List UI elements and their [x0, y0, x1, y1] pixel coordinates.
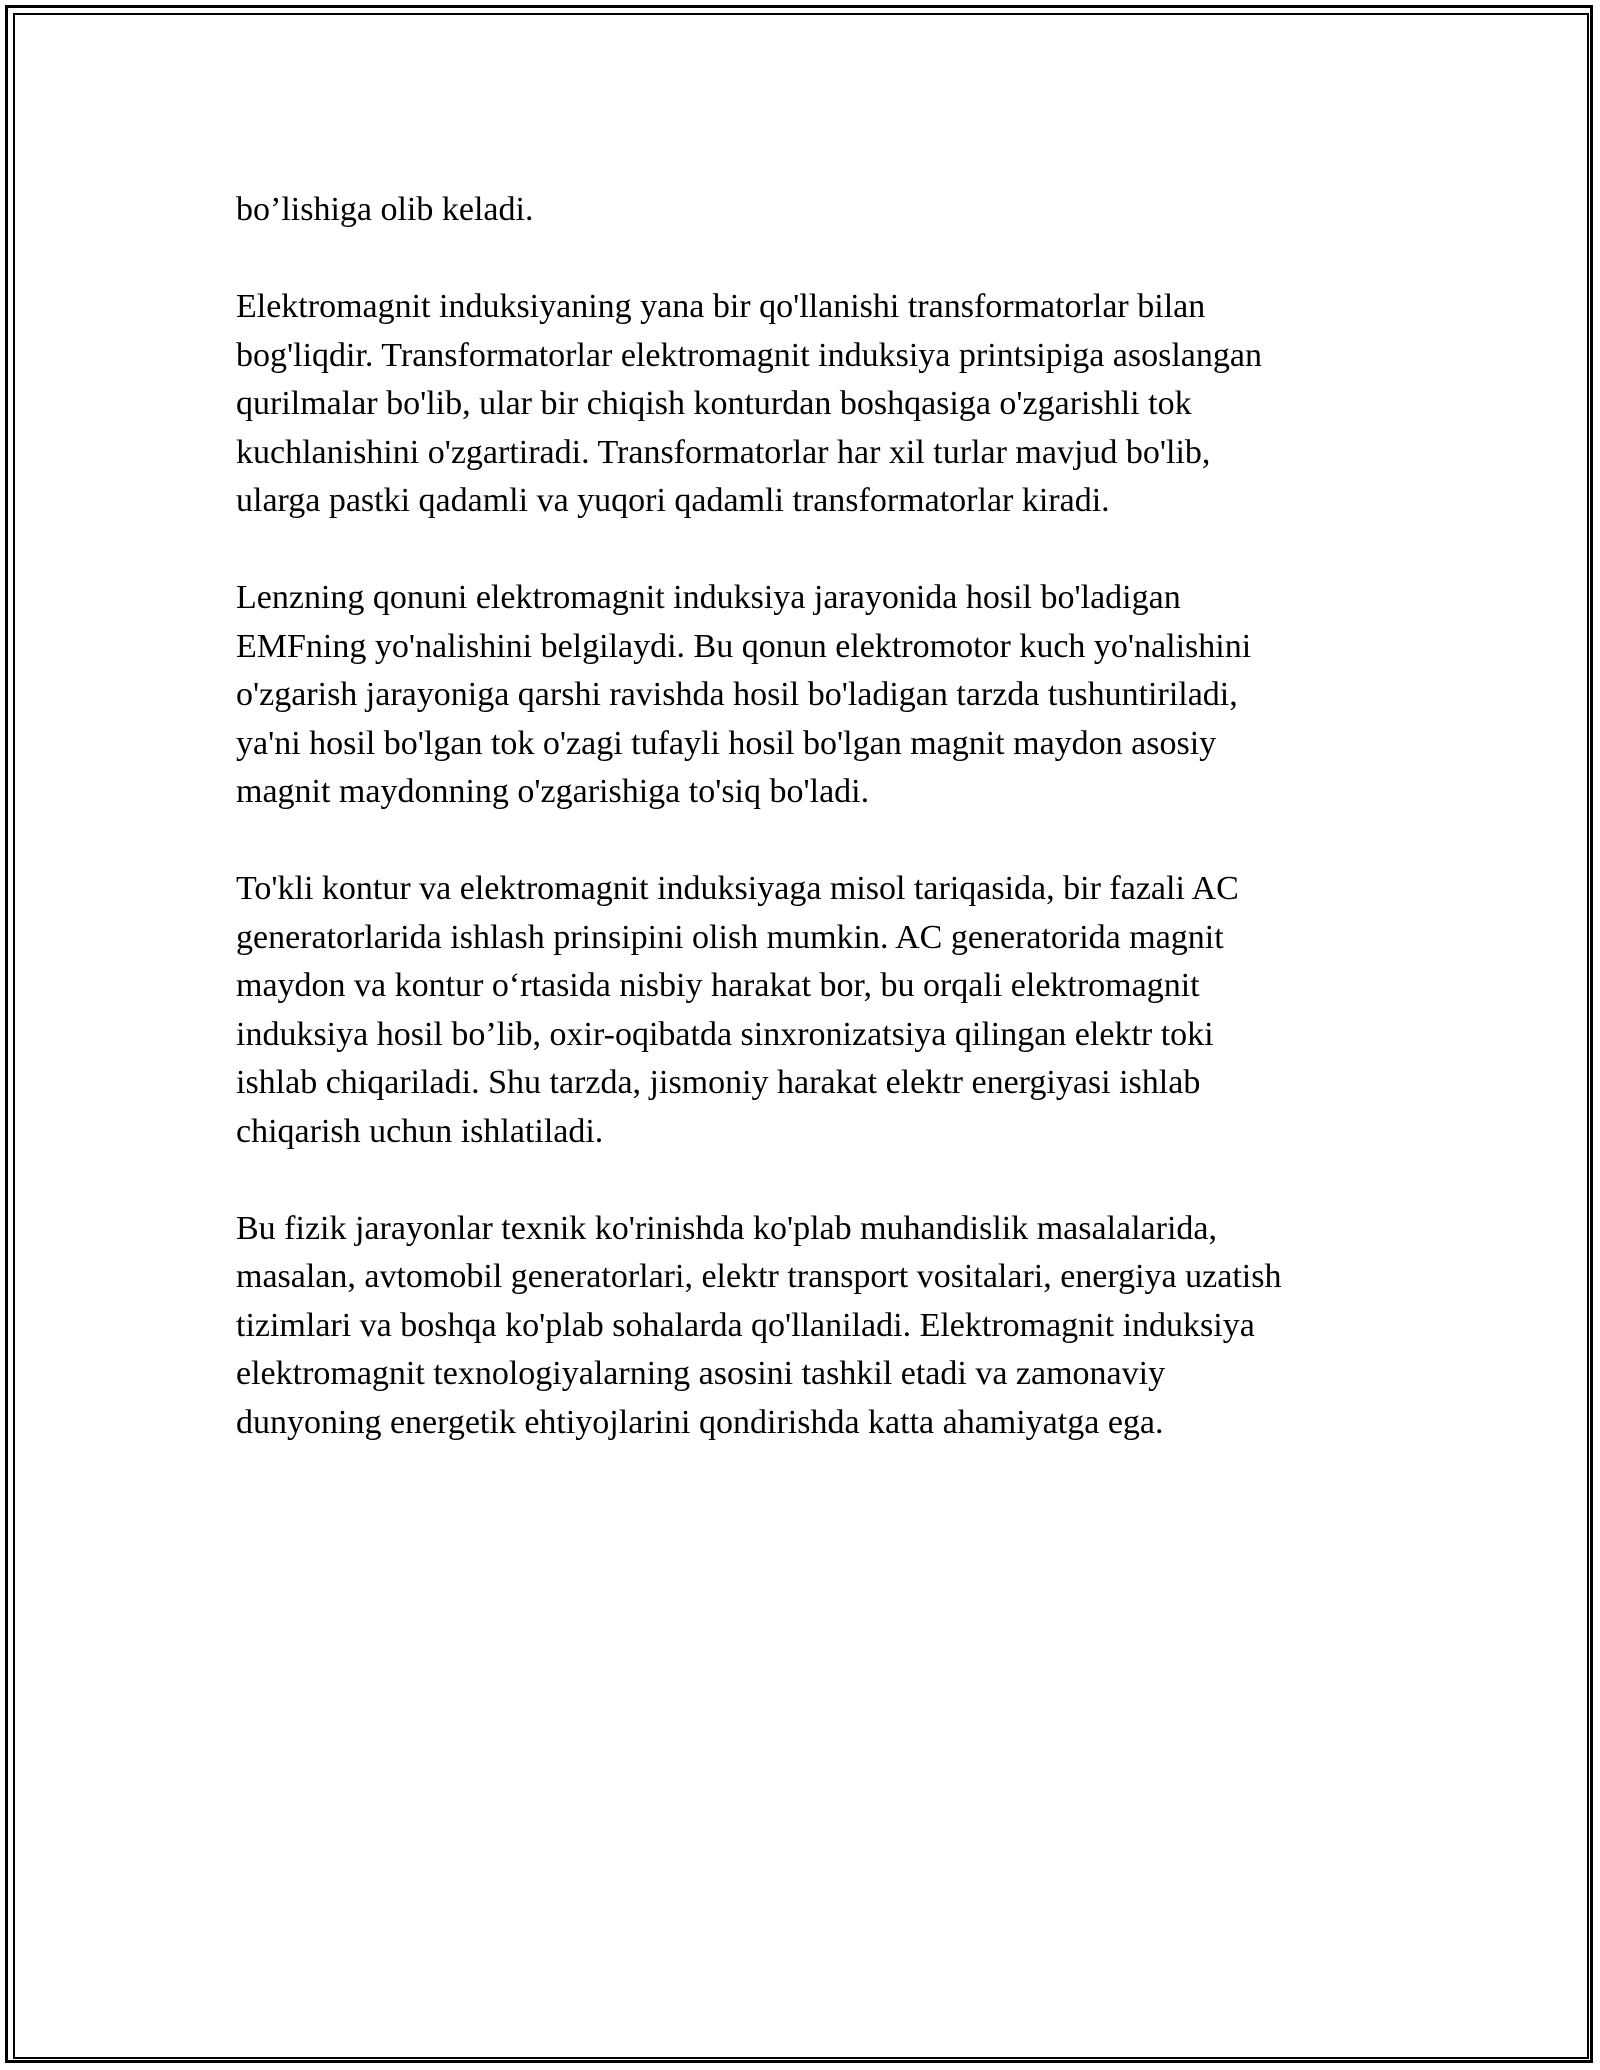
paragraph: bo’lishiga olib keladi.	[236, 191, 534, 228]
paragraph: Elektromagnit induksiyaning yana bir qo'llanishi transformatorlar bilan bog'liqdir. Transformatorlar elektromagnit induksiya printsipiga asoslangan qurilmalar bo'lib, ular bir chiqish konturdan boshqasiga o'zgarishli tok kuchlanishini o'zgartiradi. Transformatorlar har xil turlar mavjud bo'lib, ularga pastki qadamli va yuqori qadamli transformatorlar kiradi.	[236, 288, 1262, 519]
paragraph: To'kli kontur va elektromagnit induksiyaga misol tariqasida, bir fazali AC generatorlarida ishlash prinsipini olish mumkin. AC generatorida magnit maydon va kontur o‘rtasida nisbiy harakat bor, bu orqali elektromagnit induksiya hosil bo’lib, oxir-oqibatda sinxronizatsiya qilingan elektr toki ishlab chiqariladi. Shu tarzda, jismoniy harakat elektr energiyasi ishlab chiqarish uchun ishlatiladi.	[236, 870, 1239, 1150]
paragraph: Bu fizik jarayonlar texnik ko'rinishda ko'plab muhandislik masalalarida, masalan, avtomobil generatorlari, elektr transport vositalari, energiya uzatish tizimlari va boshqa ko'plab sohalarda qo'llaniladi. Elektromagnit induksiya elektromagnit texnologiyalarning asosini tashkil etadi va zamonaviy dunyoning energetik ehtiyojlarini qondirishda katta ahamiyatga ega.	[236, 1209, 1282, 1441]
document-body	[236, 186, 1376, 1496]
paragraph: Lenzning qonuni elektromagnit induksiya jarayonida hosil bo'ladigan EMFning yo'nalishini belgilaydi. Bu qonun elektromotor kuch yo'nalishini o'zgarish jarayoniga qarshi ravishda hosil bo'ladigan tarzda tushuntiriladi, ya'ni hosil bo'lgan tok o'zagi tufayli hosil bo'lgan magnit maydon asosiy magnit maydonning o'zgarishiga to'siq bo'ladi.	[236, 579, 1252, 810]
